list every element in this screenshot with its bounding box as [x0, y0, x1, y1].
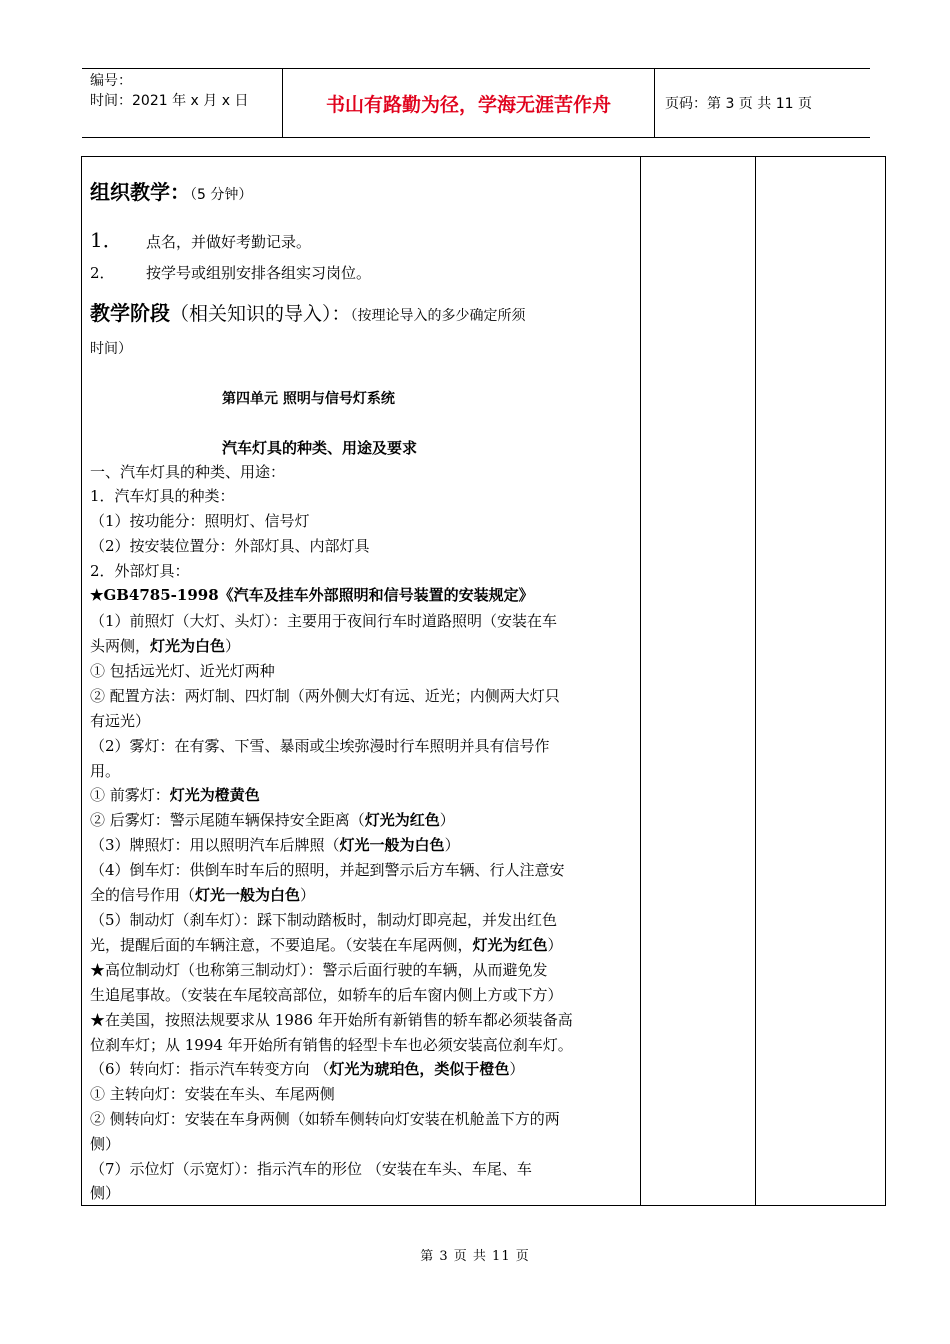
stage-heading: 教学阶段（相关知识的导入）：（按理论导入的多少确定所须	[90, 301, 526, 325]
text-line: 光，提醒后面的车辆注意，不要追尾。（安装在车尾两侧，灯光为红色）	[90, 936, 563, 954]
text-line: 头两侧，灯光为白色）	[90, 637, 241, 655]
text-line: ② 侧转向灯：安装在车身两侧（如轿车侧转向灯安装在机舱盖下方的两	[90, 1110, 560, 1128]
text-line: （5）制动灯（刹车灯）：踩下制动踏板时，制动灯即亮起，并发出红色	[90, 911, 558, 929]
text-line: ① 包括远光灯、近光灯两种	[90, 662, 275, 680]
text-line: ① 主转向灯：安装在车头、车尾两侧	[90, 1085, 335, 1103]
text-line: 1．汽车灯具的种类：	[90, 487, 235, 505]
text-line: （4）倒车灯：供倒车时车后的照明，并起到警示后方车辆、行人注意安	[90, 861, 565, 879]
org-teaching-heading: 组织教学：（5 分钟）	[90, 180, 253, 204]
text-line: ★在美国，按照法规要求从 1986 年开始所有新销售的轿车都必须装备高	[90, 1011, 573, 1029]
standard-line: ★GB4785-1998《汽车及挂车外部照明和信号装置的安装规定》	[90, 586, 534, 604]
text-line: ② 配置方法：两灯制、四灯制（两外侧大灯有远、近光；内侧两大灯只	[90, 687, 560, 705]
text-line: （3）牌照灯：用以照明汽车后牌照（灯光一般为白色）	[90, 836, 460, 854]
text-line: ① 前雾灯：灯光为橙黄色	[90, 786, 260, 804]
text-line: （7）示位灯（示宽灯）：指示汽车的形位 （安装在车头、车尾、车	[90, 1160, 532, 1178]
text-line: 有远光）	[90, 712, 151, 730]
text-line: （2）按安装位置分：外部灯具、内部灯具	[90, 537, 370, 555]
column-divider-2	[755, 157, 756, 1205]
header-left-cell	[82, 69, 283, 137]
text-line: ② 后雾灯：警示尾随车辆保持安全距离（灯光为红色）	[90, 811, 455, 829]
text-line: 一、汽车灯具的种类、用途：	[90, 463, 286, 481]
text-line: 位刹车灯；从 1994 年开始所有销售的轻型卡车也必须安装高位刹车灯。	[90, 1036, 573, 1054]
page-footer: 第 3 页 共 11 页	[420, 1249, 530, 1264]
text-line: 全的信号作用（灯光一般为白色）	[90, 886, 316, 904]
stage-note-line2: 时间）	[90, 341, 132, 357]
unit-title: 第四单元 照明与信号灯系统	[222, 391, 395, 407]
org-item-1: 1． 点名，并做好考勤记录。	[90, 228, 312, 252]
text-line: （6）转向灯：指示汽车转变方向 （灯光为琥珀色，类似于橙色）	[90, 1060, 525, 1078]
text-line: （2）雾灯：在有雾、下雪、暴雨或尘埃弥漫时行车照明并具有信号作	[90, 737, 550, 755]
text-line: 侧）	[90, 1135, 121, 1153]
text-line: ★高位制动灯（也称第三制动灯）：警示后面行驶的车辆，从而避免发	[90, 961, 548, 979]
text-line: 2．外部灯具：	[90, 562, 190, 580]
header-page-info: 页码：第 3 页 共 11 页	[665, 96, 812, 112]
page-header	[82, 68, 870, 138]
time-label: 时间：2021 年 x 月 x 日	[90, 93, 249, 109]
org-item-2: 2． 按学号或组别安排各组实习岗位。	[90, 264, 372, 282]
sub-title: 汽车灯具的种类、用途及要求	[222, 439, 418, 457]
header-motto: 书山有路勤为径，学海无涯苦作舟	[283, 69, 655, 137]
text-line: （1）按功能分：照明灯、信号灯	[90, 512, 310, 530]
serial-label: 编号：	[90, 73, 132, 89]
text-line: 侧）	[90, 1184, 121, 1202]
text-line: （1）前照灯（大灯、头灯）：主要用于夜间行车时道路照明（安装在车	[90, 612, 558, 630]
text-line: 用。	[90, 762, 121, 780]
column-divider-1	[640, 157, 641, 1205]
text-line: 生追尾事故。（安装在车尾较高部位，如轿车的后车窗内侧上方或下方）	[90, 986, 563, 1004]
